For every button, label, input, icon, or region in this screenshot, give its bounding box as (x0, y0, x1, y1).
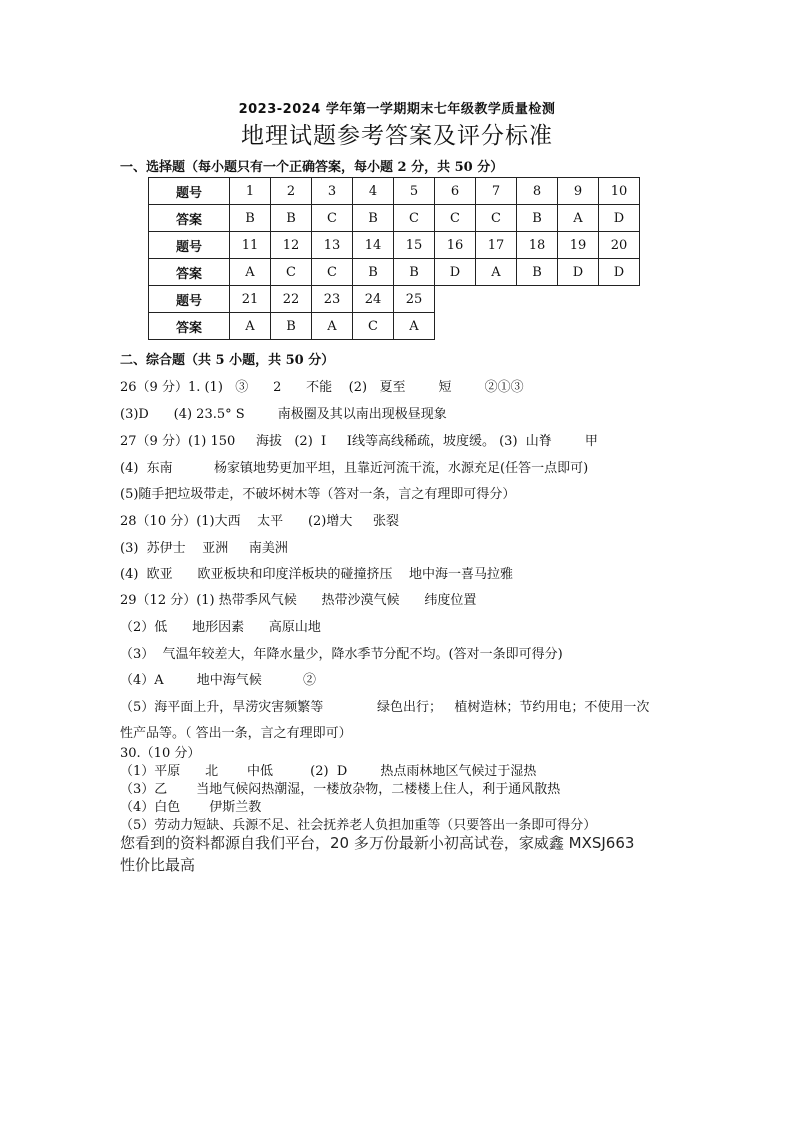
answer-cell: B (353, 205, 394, 232)
answer-cell: B (394, 259, 435, 286)
answer-table (148, 177, 640, 340)
answer-line: 26（9 分）1. (1) ③ 2 不能 (2) 夏至 短 ②①③ (120, 380, 524, 395)
answer-row (149, 259, 640, 286)
answer-row (149, 313, 640, 340)
question-number-cell: 19 (558, 232, 599, 259)
answer-cell: C (435, 205, 476, 232)
answer-line: (4) 东南 杨家镇地势更加平坦，且靠近河流干流，水源充足(任答一点即可) (120, 461, 589, 476)
question-number-cell: 3 (312, 178, 353, 205)
answer-cell: B (517, 205, 558, 232)
row-label-question: 题号 (149, 286, 230, 313)
question-number-cell: 21 (230, 286, 271, 313)
question-number-row (149, 232, 640, 259)
row-label-question: 题号 (149, 178, 230, 205)
question-number-cell: 18 (517, 232, 558, 259)
question-number-cell: 6 (435, 178, 476, 205)
answer-line: (5)随手把垃圾带走，不破坏树木等（答对一条，言之有理即可得分） (120, 487, 516, 502)
answer-line: （3） 气温年较差大，年降水量少，降水季节分配不均。(答对一条即可得分) (120, 647, 563, 662)
answer-line: (4) 欧亚 欧亚板块和印度洋板块的碰撞挤压 地中海一喜马拉雅 (120, 567, 514, 582)
answer-cell: A (476, 259, 517, 286)
answer-line: （5）劳动力短缺、兵源不足、社会抚养老人负担加重等（只要答出一条即可得分） (120, 818, 597, 833)
empty-cell (558, 313, 599, 340)
answer-cell: C (476, 205, 517, 232)
answer-line: (3)D (4) 23.5° S 南极圈及其以南出现极昼现象 (120, 407, 447, 422)
question-number-cell: 17 (476, 232, 517, 259)
question-number-row (149, 286, 640, 313)
answer-line: （4）白色 伊斯兰教 (120, 800, 262, 815)
answer-cell: A (394, 313, 435, 340)
question-number-cell: 16 (435, 232, 476, 259)
question-number-cell: 9 (558, 178, 599, 205)
question-number-cell: 25 (394, 286, 435, 313)
empty-cell (517, 313, 558, 340)
exam-subtitle: 2023-2024 学年第一学期期末七年级教学质量检测 (238, 102, 556, 117)
page-title: 地理试题参考答案及评分标准 (241, 123, 553, 149)
answer-line: （1）平原 北 中低 (2) D 热点雨林地区气候过于湿热 (120, 764, 537, 779)
answer-line: (3) 苏伊士 亚洲 南美洲 (120, 541, 288, 556)
answer-cell: D (599, 205, 640, 232)
question-number-cell: 1 (230, 178, 271, 205)
footer-note: 您看到的资料都源自我们平台，20 多万份最新小初高试卷，家威鑫 MXSJ663 (120, 834, 635, 852)
answer-cell: D (599, 259, 640, 286)
question-number-cell: 10 (599, 178, 640, 205)
answer-cell: C (312, 205, 353, 232)
question-number-cell: 8 (517, 178, 558, 205)
question-number-cell: 15 (394, 232, 435, 259)
answer-cell: C (312, 259, 353, 286)
question-number-cell: 12 (271, 232, 312, 259)
answer-cell: A (230, 313, 271, 340)
question-number-cell: 14 (353, 232, 394, 259)
row-label-question: 题号 (149, 232, 230, 259)
answer-cell: C (394, 205, 435, 232)
answer-line: 28（10 分）(1)大西 太平 (2)增大 张裂 (120, 514, 400, 529)
empty-cell (435, 286, 476, 313)
answer-line: （5）海平面上升，旱涝灾害频繁等 绿色出行； 植树造林；节约用电；不使用一次 (120, 700, 650, 715)
footer-note-2: 性价比最高 (120, 856, 196, 874)
answer-cell: D (435, 259, 476, 286)
answer-cell: A (312, 313, 353, 340)
answer-line: （2）低 地形因素 高原山地 (120, 620, 321, 635)
question-number-cell: 20 (599, 232, 640, 259)
answer-cell: B (517, 259, 558, 286)
answer-line: 30.（10 分） (120, 746, 201, 761)
empty-cell (599, 286, 640, 313)
answer-line: 性产品等。（ 答出一条，言之有理即可） (120, 726, 352, 741)
question-number-cell: 22 (271, 286, 312, 313)
empty-cell (517, 286, 558, 313)
answer-line: 27（9 分）(1) 150 海拔 (2) Ⅰ Ⅰ线等高线稀疏，坡度缓。 (3) 山脊 甲 (120, 434, 598, 449)
empty-cell (435, 313, 476, 340)
row-label-answer: 答案 (149, 259, 230, 286)
section-1-heading: 一、选择题（每小题只有一个正确答案，每小题 2 分，共 50 分） (120, 160, 504, 175)
answer-cell: D (558, 259, 599, 286)
answer-cell: C (353, 313, 394, 340)
answer-line: 29（12 分）(1) 热带季风气候 热带沙漠气候 纬度位置 (120, 593, 477, 608)
answer-cell: B (271, 313, 312, 340)
question-number-cell: 11 (230, 232, 271, 259)
question-number-cell: 24 (353, 286, 394, 313)
empty-cell (476, 313, 517, 340)
answer-line: （4）A 地中海气候 ② (120, 673, 317, 688)
question-number-cell: 13 (312, 232, 353, 259)
answer-cell: B (271, 205, 312, 232)
row-label-answer: 答案 (149, 313, 230, 340)
row-label-answer: 答案 (149, 205, 230, 232)
question-number-cell: 23 (312, 286, 353, 313)
question-number-cell: 5 (394, 178, 435, 205)
answer-line: （3）乙 当地气候闷热潮湿，一楼放杂物，二楼楼上住人，利于通风散热 (120, 782, 561, 797)
empty-cell (599, 313, 640, 340)
answer-cell: B (230, 205, 271, 232)
question-number-cell: 2 (271, 178, 312, 205)
section-2-heading: 二、综合题（共 5 小题，共 50 分） (120, 353, 335, 368)
empty-cell (558, 286, 599, 313)
empty-cell (476, 286, 517, 313)
question-number-row (149, 178, 640, 205)
answer-cell: A (558, 205, 599, 232)
question-number-cell: 7 (476, 178, 517, 205)
answer-cell: A (230, 259, 271, 286)
question-number-cell: 4 (353, 178, 394, 205)
answer-row (149, 205, 640, 232)
answer-cell: C (271, 259, 312, 286)
answer-cell: B (353, 259, 394, 286)
